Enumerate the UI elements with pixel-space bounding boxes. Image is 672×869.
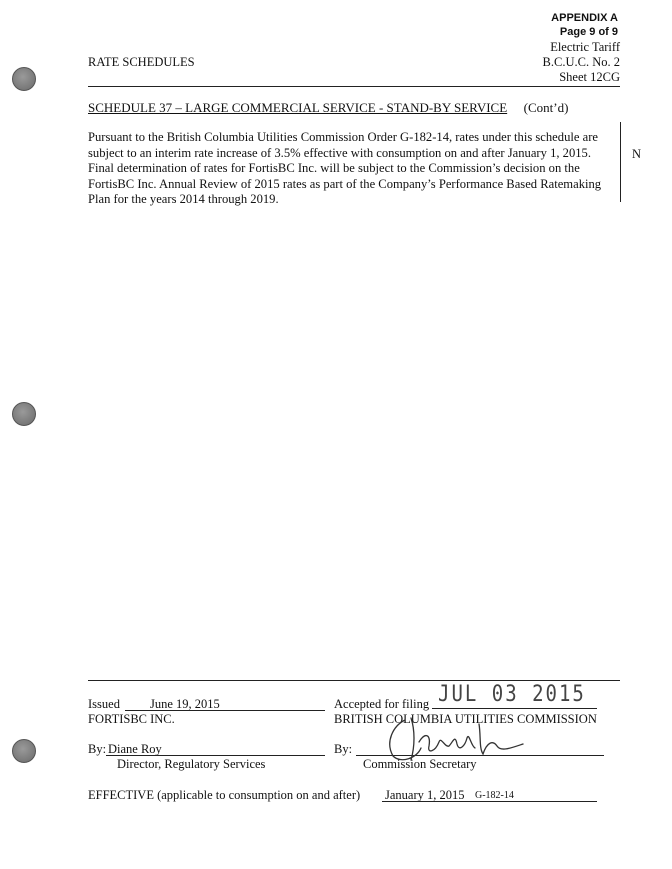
body-line: Plan for the years 2014 through 2019. xyxy=(88,192,279,207)
body-line: subject to an interim rate increase of 3.5% effective with consumption on and after January 1, 2015. xyxy=(88,145,592,160)
signer-underline xyxy=(106,755,325,756)
header-left: RATE SCHEDULES xyxy=(88,55,195,69)
signer-title: Director, Regulatory Services xyxy=(117,757,266,771)
schedule-suffix: (Cont’d) xyxy=(523,100,569,115)
secretary-title: Commission Secretary xyxy=(363,757,477,771)
signer-name: Diane Roy xyxy=(108,742,162,756)
header-rule xyxy=(88,86,620,87)
appendix-page: Page 9 of 9 xyxy=(559,26,618,38)
body-paragraph xyxy=(88,130,608,208)
schedule-title: SCHEDULE 37 – LARGE COMMERCIAL SERVICE - STAND-BY SERVICE xyxy=(88,100,508,115)
body-line: Final determination of rates for FortisBC Inc. will be subject to the Commission’s decision on the xyxy=(88,161,580,176)
issued-underline xyxy=(125,710,325,711)
revision-bar xyxy=(620,122,621,202)
schedule-heading xyxy=(88,100,568,116)
by-label-left: By: xyxy=(88,742,107,756)
company-name: FORTISBC INC. xyxy=(88,712,175,726)
body-line: FortisBC Inc. Annual Review of 2015 rates as part of the Company’s Performance Based Ratemaking xyxy=(88,176,602,191)
effective-underline xyxy=(382,801,597,802)
header-right-line-1: Electric Tariff xyxy=(550,40,620,54)
header-right-line-2: B.C.U.C. No. 2 xyxy=(542,55,620,69)
effective-date: January 1, 2015 xyxy=(385,788,465,802)
revision-marker: N xyxy=(632,147,642,161)
accepted-stamp: JUL 03 2015 xyxy=(438,681,586,707)
body-line: Pursuant to the British Columbia Utilities Commission Order G-182-14, rates under this schedule are xyxy=(88,130,598,144)
issued-date: June 19, 2015 xyxy=(150,697,220,711)
appendix-label: APPENDIX A xyxy=(551,12,618,24)
by-label-right: By: xyxy=(334,742,353,756)
punch-hole-middle xyxy=(12,402,36,426)
accepted-underline xyxy=(432,708,597,709)
punch-hole-bottom xyxy=(12,739,36,763)
order-number: G-182-14 xyxy=(475,790,514,801)
issued-label: Issued xyxy=(88,697,120,711)
commission-name: BRITISH COLUMBIA UTILITIES COMMISSION xyxy=(334,712,597,726)
effective-label: EFFECTIVE (applicable to consumption on and after) xyxy=(88,788,361,802)
accepted-label: Accepted for filing xyxy=(334,697,430,711)
header-right-line-3: Sheet 12CG xyxy=(559,70,620,84)
punch-hole-top xyxy=(12,67,36,91)
